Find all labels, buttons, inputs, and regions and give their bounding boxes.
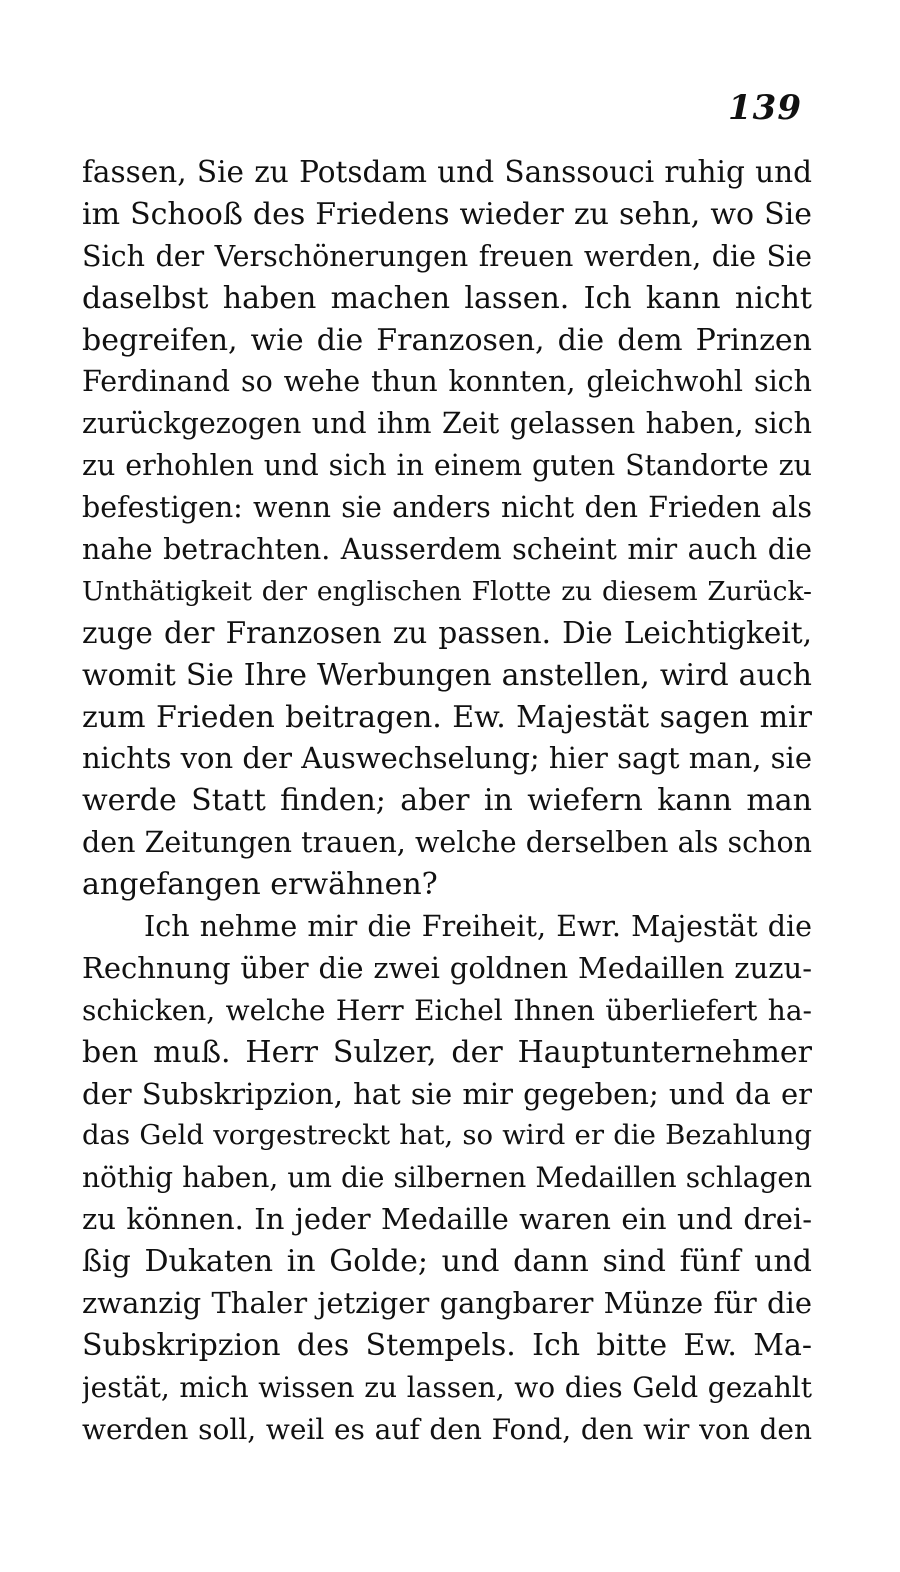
text-line: im Schooß des Friedens wieder zu sehn, wo Sie <box>82 196 812 232</box>
text-line: zu können. In jeder Medaille waren ein und drei- <box>82 1202 812 1237</box>
text-line: daselbst haben machen lassen. Ich kann nicht <box>82 280 812 316</box>
text-line: zurückgezogen und ihm Zeit gelassen haben, sich <box>82 407 812 441</box>
text-line: Rechnung über die zwei goldnen Medaillen zuzu- <box>82 950 812 985</box>
text-line: Sich der Verschönerungen freuen werden, die Sie <box>82 239 812 273</box>
text-line: begreifen, wie die Franzosen, die dem Prinzen <box>82 322 812 358</box>
text-line: den Zeitungen trauen, welche derselben als schon <box>82 826 812 860</box>
text-line: werde Statt finden; aber in wiefern kann man <box>82 783 812 819</box>
text-line: der Subskripzion, hat sie mir gegeben; und da er <box>82 1076 812 1111</box>
text-line: Ferdinand so wehe thun konnten, gleichwohl sich <box>82 365 812 399</box>
text-line: schicken, welche Herr Eichel Ihnen überliefert ha- <box>82 993 812 1027</box>
paragraph-start-line: Ich nehme mir die Freiheit, Ewr. Majestät die <box>144 910 812 944</box>
text-line: womit Sie Ihre Werbungen anstellen, wird auch <box>82 657 812 693</box>
text-line: ben muß. Herr Sulzer, der Hauptunternehmer <box>82 1034 812 1070</box>
text-line: werden soll, weil es auf den Fond, den wir von den <box>82 1412 812 1446</box>
text-line: fassen, Sie zu Potsdam und Sanssouci ruhig und <box>82 155 812 189</box>
text-line: das Geld vorgestreckt hat, so wird er die Bezahlung <box>82 1119 812 1152</box>
text-line: ßig Dukaten in Golde; und dann sind fünf und <box>82 1244 812 1280</box>
text-line: nöthig haben, um die silbernen Medaillen schlagen <box>82 1161 812 1195</box>
body-text <box>82 152 812 1451</box>
text-line: befestigen: wenn sie anders nicht den Frieden als <box>82 491 812 525</box>
paragraph-end-line: angefangen erwähnen? <box>82 867 438 903</box>
text-line: jestät, mich wissen zu lassen, wo dies Geld gezahlt <box>82 1370 812 1404</box>
text-line: zwanzig Thaler jetziger gangbarer Münze für die <box>82 1286 812 1321</box>
text-line: nahe betrachten. Ausserdem scheint mir auch die <box>82 533 812 567</box>
text-line: zu erhohlen und sich in einem guten Standorte zu <box>82 449 812 483</box>
text-line: zum Frieden beitragen. Ew. Majestät sagen mir <box>82 699 812 735</box>
text-line: nichts von der Auswechselung; hier sagt man, sie <box>82 741 812 776</box>
text-line: Unthätigkeit der englischen Flotte zu diesem Zurück- <box>82 575 812 607</box>
page-number: 139 <box>728 88 802 128</box>
text-line: zuge der Franzosen zu passen. Die Leichtigkeit, <box>82 615 812 650</box>
text-line: Subskripzion des Stempels. Ich bitte Ew. Ma- <box>82 1327 812 1363</box>
